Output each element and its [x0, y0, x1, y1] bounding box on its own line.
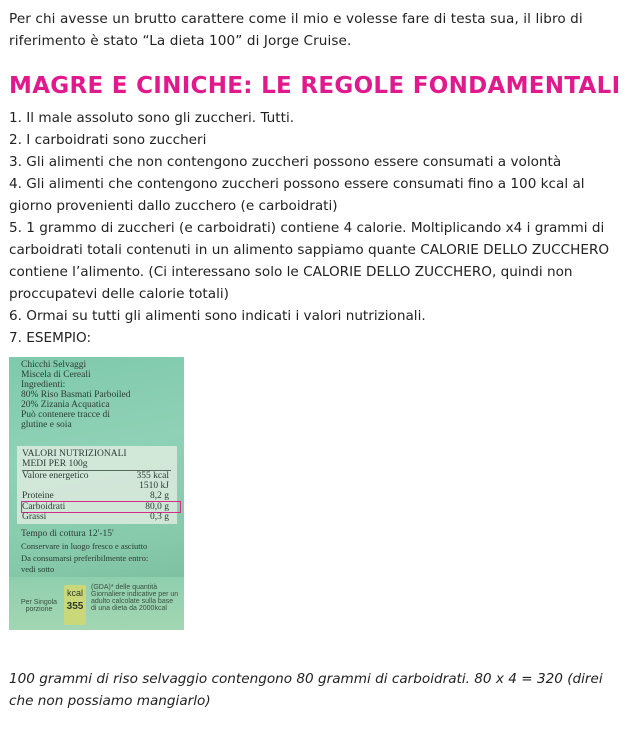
carbo-value: 80,0 g	[145, 502, 169, 512]
storage-note: Conservare in luogo fresco e asciutto	[21, 541, 148, 551]
rule-item: 6. Ormai su tutti gli alimenti sono indicati i valori nutrizionali.	[9, 308, 426, 324]
energy-row	[22, 471, 169, 481]
gda-strip	[9, 577, 184, 630]
protein-row	[22, 491, 169, 501]
intro-paragraph: Per chi avesse un brutto carattere come il mio e volesse fare di testa sua, il libro di riferimento è stato “La dieta 100” di Jorge Cruise.	[9, 11, 583, 49]
section-heading: MAGRE E CINICHE: LE REGOLE FONDAMENTALI	[9, 73, 621, 99]
per-portion: Per Singola porzione	[20, 599, 58, 613]
kcal-badge	[64, 585, 86, 625]
label-line: glutine e soia	[21, 420, 72, 430]
fat-row	[22, 512, 169, 522]
rule-item: 4. Gli alimenti che contengono zuccheri possono essere consumati fino a 100 kcal al giorno provenienti dallo zucchero (e carboidrati)	[9, 176, 585, 214]
best-before: Da consumarsi preferibilmente entro:	[21, 553, 149, 563]
label-line: 20% Zizania Acquatica	[21, 400, 110, 410]
nutrition-label-photo	[9, 357, 184, 630]
kcal-value: 355	[66, 601, 84, 612]
article-body	[9, 8, 625, 712]
nutrition-table	[17, 446, 177, 524]
carbo-label: Carboidrati	[22, 502, 66, 512]
energy-kcal: 355 kcal	[136, 471, 169, 481]
kcal-unit: kcal	[66, 588, 83, 598]
label-line: Miscela di Cereali	[21, 370, 91, 380]
fat-value: 0,3 g	[150, 512, 169, 522]
label-line: Ingredienti:	[21, 380, 66, 390]
label-line: 80% Riso Basmati Parboiled	[21, 390, 131, 400]
rule-item: 3. Gli alimenti che non contengono zuccheri possono essere consumati a volontà	[9, 154, 562, 170]
energy-kj: 1510 kJ	[139, 481, 169, 491]
energy-label: Valore energetico	[22, 471, 89, 481]
see-below: vedi sotto	[21, 564, 55, 574]
label-line: Chicchi Selvaggi	[21, 360, 87, 370]
rule-item: 5. 1 grammo di zuccheri (e carboidrati) contiene 4 calorie. Moltiplicando x4 i grammi di carboidrati totali contenuti in un alimento sappiamo quante CALORIE DELLO ZUCCHERO contiene l’alimento. (Ci interessano solo le CALORIE DELLO ZUCCHERO, quindi non proccupatevi delle calorie totali)	[9, 220, 610, 302]
rule-item: 7. ESEMPIO:	[9, 330, 92, 346]
nutrition-subtitle: MEDI PER 100g	[22, 459, 88, 469]
rules-list	[9, 107, 625, 349]
cooking-time: Tempo di cottura 12'-15'	[21, 529, 114, 539]
example-caption: 100 grammi di riso selvaggio contengono 80 grammi di carboidrati. 80 x 4 = 320 (direi che non possiamo mangiarlo)	[9, 671, 603, 709]
label-line: Può contenere tracce di	[21, 410, 110, 420]
nutrition-title: VALORI NUTRIZIONALI	[22, 449, 127, 459]
rule-item: 1. Il male assoluto sono gli zuccheri. Tutti.	[9, 110, 295, 126]
rule-item: 2. I carboidrati sono zuccheri	[9, 132, 207, 148]
gda-note: (GDA)* delle quantità Giornaliere indicative per un adulto calcolate sulla base di una dieta da 2000kcal	[91, 584, 179, 612]
protein-label: Proteine	[22, 491, 54, 501]
fat-label: Grassi	[22, 512, 47, 522]
protein-value: 8,2 g	[150, 491, 169, 501]
